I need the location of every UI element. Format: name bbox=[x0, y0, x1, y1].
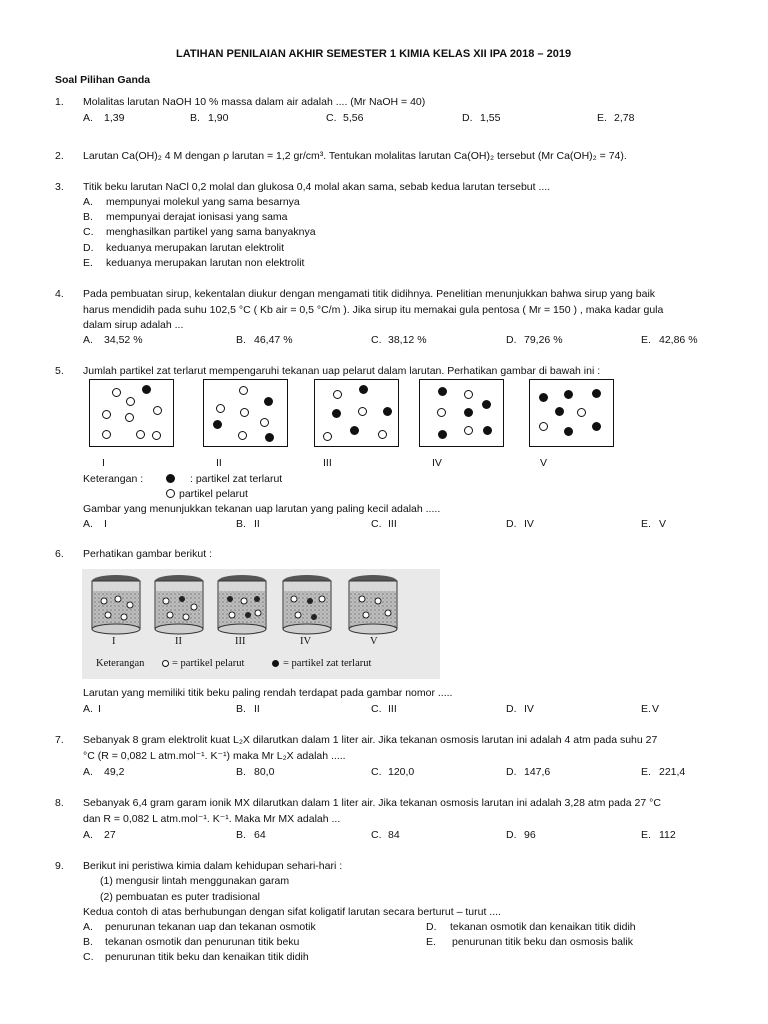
document-title: LATIHAN PENILAIAN AKHIR SEMESTER 1 KIMIA KELAS XII IPA 2018 – 2019 bbox=[176, 48, 572, 60]
q9-item-2: (2) pembuatan es puter tradisional bbox=[100, 891, 260, 903]
beaker-figure bbox=[82, 569, 440, 679]
box-label-3: III bbox=[323, 457, 332, 469]
q5-option-e: V bbox=[659, 518, 667, 530]
q6-option-a-letter: A. bbox=[83, 703, 93, 715]
q6-option-c: III bbox=[388, 703, 397, 715]
solvent-particle bbox=[378, 430, 387, 439]
q2-number: 2. bbox=[55, 150, 64, 162]
q1-option-c: 5,56 bbox=[343, 112, 364, 124]
q8-option-a: 27 bbox=[104, 829, 116, 841]
q6-number: 6. bbox=[55, 548, 64, 560]
q1-number: 1. bbox=[55, 96, 64, 108]
q3-number: 3. bbox=[55, 181, 64, 193]
solute-particle bbox=[438, 387, 447, 396]
q6-option-d-letter: D. bbox=[506, 703, 517, 715]
legend-solute-dot bbox=[166, 474, 175, 483]
q8-option-b-letter: B. bbox=[236, 829, 246, 841]
solute-particle bbox=[555, 407, 564, 416]
solvent-particle bbox=[464, 390, 473, 399]
solvent-particle bbox=[437, 408, 446, 417]
solute-particle bbox=[464, 408, 473, 417]
q9-option-d: tekanan osmotik dan kenaikan titik didih bbox=[450, 921, 636, 933]
q3-option-c: menghasilkan partikel yang sama banyaknya bbox=[106, 226, 316, 238]
q5-legend-solvent: partikel pelarut bbox=[179, 488, 248, 500]
q5-option-c-letter: C. bbox=[371, 518, 382, 530]
solute-particle bbox=[142, 385, 151, 394]
q5-option-b: II bbox=[254, 518, 260, 530]
q7-option-e: 221,4 bbox=[659, 766, 686, 778]
beaker-3 bbox=[218, 575, 266, 634]
q5-option-c: III bbox=[388, 518, 397, 530]
solute-particle bbox=[483, 426, 492, 435]
q9-option-a: penurunan tekanan uap dan tekanan osmotik bbox=[105, 921, 316, 933]
q1-option-e: 2,78 bbox=[614, 112, 635, 124]
q8-line-2: dan R = 0,082 L atm.mol⁻¹. K⁻¹. Maka Mr MX adalah ... bbox=[83, 813, 341, 825]
q1-option-b-letter: B. bbox=[190, 112, 200, 124]
q4-option-d-letter: D. bbox=[506, 334, 517, 346]
q9-option-d-letter: D. bbox=[426, 921, 437, 933]
solvent-particle bbox=[125, 413, 134, 422]
q3-option-d-letter: D. bbox=[83, 242, 94, 254]
beaker-label-2: II bbox=[175, 636, 182, 647]
particle-box-1 bbox=[89, 379, 174, 447]
q6-option-c-letter: C. bbox=[371, 703, 382, 715]
solvent-particle bbox=[102, 430, 111, 439]
solute-particle bbox=[265, 433, 274, 442]
solute-particle bbox=[564, 427, 573, 436]
solvent-particle bbox=[126, 397, 135, 406]
q4-number: 4. bbox=[55, 288, 64, 300]
q4-option-a-letter: A. bbox=[83, 334, 93, 346]
q5-legend-title: Keterangan : bbox=[83, 473, 144, 485]
q7-option-d-letter: D. bbox=[506, 766, 517, 778]
q3-option-a-letter: A. bbox=[83, 196, 93, 208]
q4-line-2: harus mendidih pada suhu 102,5 °C ( Kb air = 0,5 °C/m ). Jika sirup itu memakai gula pentosa ( Mr = 150 ) , maka kadar gula bbox=[83, 304, 664, 316]
q7-option-c-letter: C. bbox=[371, 766, 382, 778]
solvent-particle bbox=[358, 407, 367, 416]
q4-option-e: 42,86 % bbox=[659, 334, 698, 346]
figure-caption-solvent: = partikel pelarut bbox=[172, 658, 245, 669]
solute-particle bbox=[350, 426, 359, 435]
q6-option-e-letter: E. bbox=[641, 703, 651, 715]
caption-solvent-dot bbox=[162, 660, 169, 667]
q4-line-1: Pada pembuatan sirup, kekentalan diukur dengan mengamati titik didihnya. Penelitian menunjukkan bahwa sirup yang baik bbox=[83, 288, 656, 300]
q9-option-b: tekanan osmotik dan penurunan titik beku bbox=[105, 936, 300, 948]
q7-option-b: 80,0 bbox=[254, 766, 275, 778]
solute-particle bbox=[592, 422, 601, 431]
q6-option-b: II bbox=[254, 703, 260, 715]
solvent-particle bbox=[136, 430, 145, 439]
q9-option-c-letter: C. bbox=[83, 951, 94, 963]
section-heading: Soal Pilihan Ganda bbox=[55, 74, 151, 86]
q7-option-e-letter: E. bbox=[641, 766, 651, 778]
q7-line-1: Sebanyak 8 gram elektrolit kuat L₂X dilarutkan dalam 1 liter air. Jika tekanan osmosis larutan ini adalah 4 atm pada suhu 27 bbox=[83, 734, 658, 746]
q3-text: Titik beku larutan NaCl 0,2 molal dan glukosa 0,4 molal akan sama, sebab kedua larutan tersebut .... bbox=[83, 181, 551, 193]
q1-option-d: 1,55 bbox=[480, 112, 501, 124]
box-label-2: II bbox=[216, 457, 222, 469]
solvent-particle bbox=[323, 432, 332, 441]
legend-solvent-dot bbox=[166, 489, 175, 498]
q8-option-e: 112 bbox=[659, 829, 676, 841]
beaker-5 bbox=[349, 575, 397, 634]
q7-option-c: 120,0 bbox=[388, 766, 415, 778]
q5-option-d: IV bbox=[524, 518, 534, 530]
solvent-particle bbox=[577, 408, 586, 417]
q4-option-c-letter: C. bbox=[371, 334, 382, 346]
q9-question: Kedua contoh di atas berhubungan dengan sifat koligatif larutan secara berturut – turut .... bbox=[83, 906, 501, 918]
q8-option-a-letter: A. bbox=[83, 829, 93, 841]
q3-option-b-letter: B. bbox=[83, 211, 93, 223]
beaker-2 bbox=[155, 575, 203, 634]
q3-option-d: keduanya merupakan larutan elektrolit bbox=[106, 242, 285, 254]
beaker-1 bbox=[92, 575, 140, 634]
solute-particle bbox=[482, 400, 491, 409]
q1-option-a-letter: A. bbox=[83, 112, 93, 124]
box-label-4: IV bbox=[432, 457, 442, 469]
q5-question: Gambar yang menunjukkan tekanan uap larutan yang paling kecil adalah ..... bbox=[83, 503, 441, 515]
solute-particle bbox=[438, 430, 447, 439]
solute-particle bbox=[264, 397, 273, 406]
q1-option-e-letter: E. bbox=[597, 112, 607, 124]
q4-option-b: 46,47 % bbox=[254, 334, 293, 346]
q4-line-3: dalam sirup adalah ... bbox=[83, 319, 184, 331]
q7-option-a: 49,2 bbox=[104, 766, 125, 778]
solvent-particle bbox=[240, 408, 249, 417]
solute-particle bbox=[564, 390, 573, 399]
solvent-particle bbox=[539, 422, 548, 431]
box-label-1: I bbox=[102, 457, 105, 469]
q2-text: Larutan Ca(OH)₂ 4 M dengan ρ larutan = 1,2 gr/cm³. Tentukan molalitas larutan Ca(OH)₂ tersebut (Mr Ca(OH)₂ = 74). bbox=[83, 150, 627, 162]
q5-legend-solute: : partikel zat terlarut bbox=[190, 473, 283, 485]
q6-option-e: V bbox=[652, 703, 660, 715]
q6-option-a: I bbox=[98, 703, 101, 715]
q9-option-e-letter: E. bbox=[426, 936, 436, 948]
q5-text: Jumlah partikel zat terlarut mempengaruhi tekanan uap pelarut dalam larutan. Perhatikan gambar di bawah ini : bbox=[83, 365, 601, 377]
particle-box-3 bbox=[314, 379, 399, 447]
q4-option-a: 34,52 % bbox=[104, 334, 143, 346]
q8-option-d-letter: D. bbox=[506, 829, 517, 841]
q5-option-a-letter: A. bbox=[83, 518, 93, 530]
solvent-particle bbox=[153, 406, 162, 415]
q9-option-a-letter: A. bbox=[83, 921, 93, 933]
q8-option-c-letter: C. bbox=[371, 829, 382, 841]
q5-option-a: I bbox=[104, 518, 107, 530]
q3-option-e-letter: E. bbox=[83, 257, 93, 269]
q4-option-e-letter: E. bbox=[641, 334, 651, 346]
figure-caption-prefix: Keterangan bbox=[96, 658, 145, 669]
q9-option-b-letter: B. bbox=[83, 936, 93, 948]
q9-item-1: (1) mengusir lintah menggunakan garam bbox=[100, 875, 290, 887]
q6-question: Larutan yang memiliki titik beku paling rendah terdapat pada gambar nomor ..... bbox=[83, 687, 453, 699]
q3-option-b: mempunyai derajat ionisasi yang sama bbox=[106, 211, 288, 223]
solvent-particle bbox=[260, 418, 269, 427]
q4-option-d: 79,26 % bbox=[524, 334, 563, 346]
q9-option-e: penurunan titik beku dan osmosis balik bbox=[452, 936, 633, 948]
solute-particle bbox=[592, 389, 601, 398]
q1-text: Molalitas larutan NaOH 10 % massa dalam air adalah .... (Mr NaOH = 40) bbox=[83, 96, 426, 108]
q5-option-d-letter: D. bbox=[506, 518, 517, 530]
solute-particle bbox=[539, 393, 548, 402]
q6-option-b-letter: B. bbox=[236, 703, 246, 715]
solute-particle bbox=[213, 420, 222, 429]
q3-option-a: mempunyai molekul yang sama besarnya bbox=[106, 196, 300, 208]
solute-particle bbox=[383, 407, 392, 416]
q1-option-c-letter: C. bbox=[326, 112, 337, 124]
q8-option-d: 96 bbox=[524, 829, 536, 841]
q8-line-1: Sebanyak 6,4 gram garam ionik MX dilarutkan dalam 1 liter air. Jika tekanan osmosis larutan ini adalah 3,28 atm pada 27 °C bbox=[83, 797, 661, 809]
figure-caption-solute: = partikel zat terlarut bbox=[283, 658, 372, 669]
q9-text: Berikut ini peristiwa kimia dalam kehidupan sehari-hari : bbox=[83, 860, 343, 872]
beaker-label-5: V bbox=[370, 636, 378, 647]
q7-option-b-letter: B. bbox=[236, 766, 246, 778]
q7-line-2: °C (R = 0,082 L atm.mol⁻¹. K⁻¹) maka Mr L₂X adalah ..... bbox=[83, 750, 346, 762]
q8-option-b: 64 bbox=[254, 829, 266, 841]
q8-option-e-letter: E. bbox=[641, 829, 651, 841]
q8-option-c: 84 bbox=[388, 829, 400, 841]
solute-particle bbox=[332, 409, 341, 418]
q5-number: 5. bbox=[55, 365, 64, 377]
beaker-label-3: III bbox=[235, 636, 246, 647]
q3-option-e: keduanya merupakan larutan non elektrolit bbox=[106, 257, 305, 269]
solvent-particle bbox=[239, 386, 248, 395]
q1-option-b: 1,90 bbox=[208, 112, 229, 124]
q9-number: 9. bbox=[55, 860, 64, 872]
beaker-label-4: IV bbox=[300, 636, 312, 647]
solvent-particle bbox=[112, 388, 121, 397]
box-label-5: V bbox=[540, 457, 548, 469]
particle-box-4 bbox=[419, 379, 504, 447]
q7-option-d: 147,6 bbox=[524, 766, 551, 778]
q5-option-e-letter: E. bbox=[641, 518, 651, 530]
q4-option-c: 38,12 % bbox=[388, 334, 427, 346]
q3-option-c-letter: C. bbox=[83, 226, 94, 238]
q1-option-d-letter: D. bbox=[462, 112, 473, 124]
solute-particle bbox=[359, 385, 368, 394]
q1-option-a: 1,39 bbox=[104, 112, 125, 124]
particle-box-2 bbox=[203, 379, 288, 447]
solvent-particle bbox=[464, 426, 473, 435]
solvent-particle bbox=[216, 404, 225, 413]
solvent-particle bbox=[152, 431, 161, 440]
q6-text: Perhatikan gambar berikut : bbox=[83, 548, 212, 560]
beaker-label-1: I bbox=[112, 636, 116, 647]
solvent-particle bbox=[102, 410, 111, 419]
q5-option-b-letter: B. bbox=[236, 518, 246, 530]
particle-box-5 bbox=[529, 379, 614, 447]
beaker-4 bbox=[283, 575, 331, 634]
q7-option-a-letter: A. bbox=[83, 766, 93, 778]
q8-number: 8. bbox=[55, 797, 64, 809]
solvent-particle bbox=[333, 390, 342, 399]
q9-option-c: penurunan titik beku dan kenaikan titik didih bbox=[105, 951, 309, 963]
q4-option-b-letter: B. bbox=[236, 334, 246, 346]
q7-number: 7. bbox=[55, 734, 64, 746]
caption-solute-dot bbox=[272, 660, 279, 667]
q6-option-d: IV bbox=[524, 703, 534, 715]
solvent-particle bbox=[238, 431, 247, 440]
